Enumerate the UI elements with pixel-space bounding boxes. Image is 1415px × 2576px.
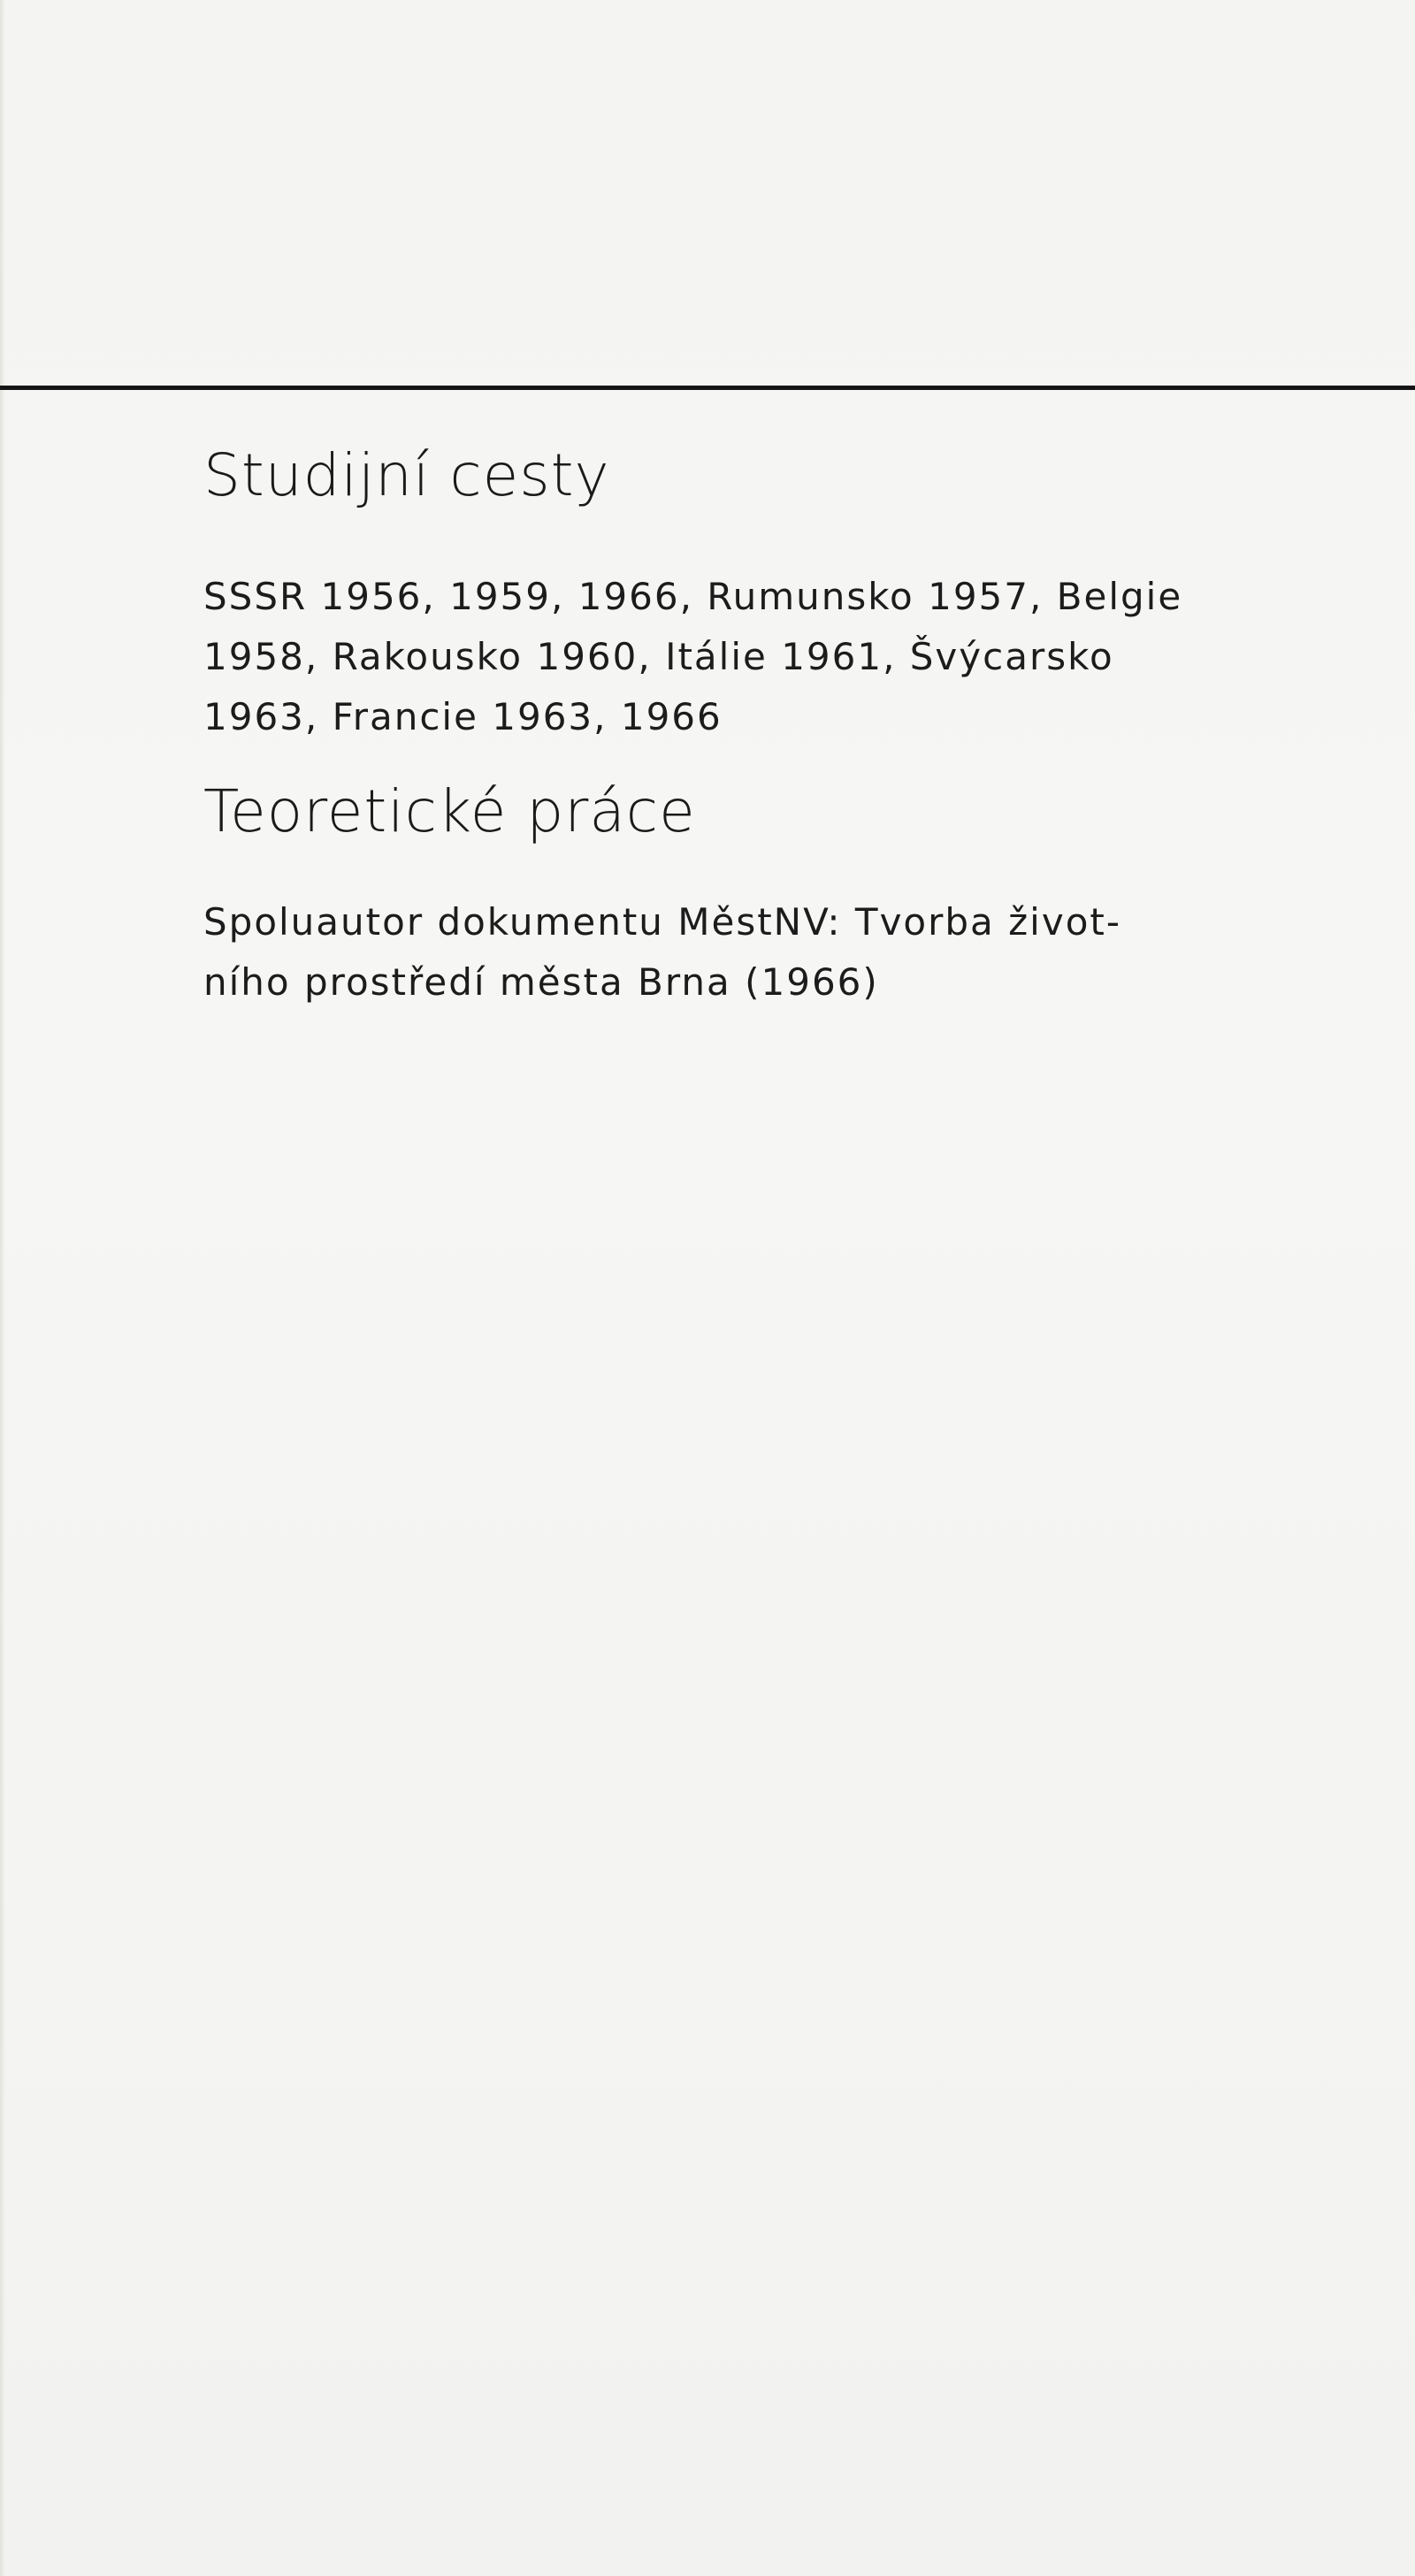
text-line: 1958, Rakousko 1960, Itálie 1961, Švýcarsko (203, 635, 1114, 678)
section-body-theoretical-works (203, 892, 1353, 1013)
text-line: ního prostředí města Brna (1966) (203, 960, 879, 1004)
section-heading-study-trips: Studijní cesty (203, 441, 610, 509)
page-content (203, 441, 1353, 1013)
section-heading-theoretical-works: Teoretické práce (203, 777, 696, 845)
text-line: SSSR 1956, 1959, 1966, Rumunsko 1957, Belgie (203, 575, 1183, 618)
text-line: Spoluautor dokumentu MěstNV: Tvorba život- (203, 900, 1122, 944)
horizontal-rule (0, 386, 1415, 390)
section-body-study-trips (203, 567, 1353, 747)
text-line: 1963, Francie 1963, 1966 (203, 695, 723, 738)
